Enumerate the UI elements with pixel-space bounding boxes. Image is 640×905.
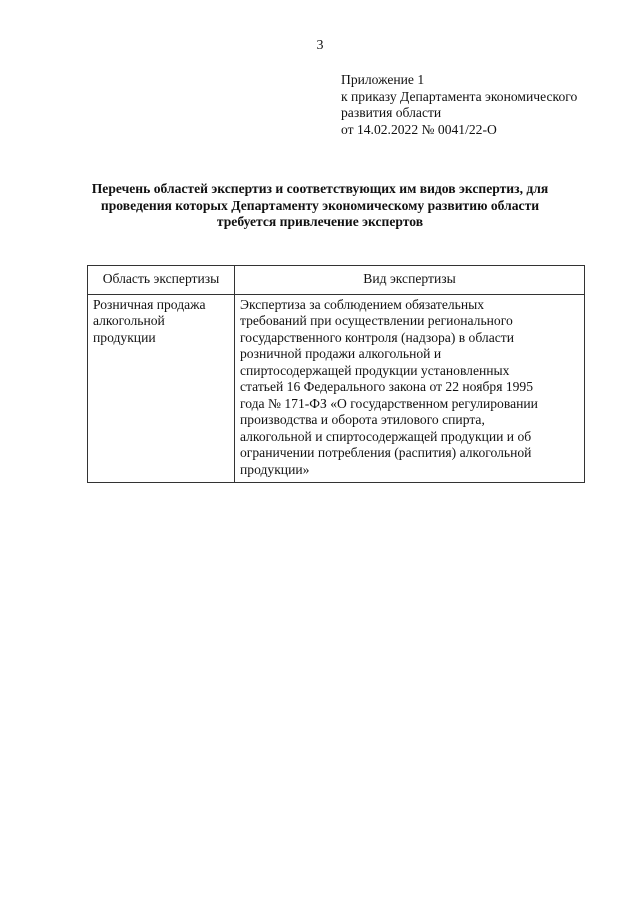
cell-line: ограничении потребления (распития) алкогольной [240,445,532,460]
cell-line: Экспертиза за соблюдением обязательных [240,296,485,312]
appendix-line: от 14.02.2022 № 0041/22-О [341,121,497,137]
cell-line: алкогольной и спиртосодержащей продукции и об [240,428,532,444]
cell-line: государственного контроля (надзора) в области [240,329,514,345]
cell-line: производства и оборота этилового спирта, [240,412,485,427]
page-number: 3 [316,38,324,53]
title-line: требуется привлечение экспертов [216,214,424,229]
title-line: Перечень областей экспертиз и соответствующих им видов экспертиз, для [91,181,549,196]
appendix-line: к приказу Департамента экономического [341,88,578,104]
cell-line: Розничная продажа [93,296,206,312]
title-line: проведения которых Департаменту экономическому развитию области [100,197,540,213]
cell-line: спиртосодержащей продукции установленных [240,362,510,378]
table-row [88,294,585,483]
appendix-line: развития области [341,105,442,120]
cell-line: продукции» [240,461,310,477]
document-title [60,181,580,231]
cell-line: алкогольной [93,313,165,328]
expertise-table [87,265,585,483]
cell-line: статьей 16 Федерального закона от 22 ноября 1995 [240,379,534,394]
cell-area [88,294,235,483]
header-area: Область экспертизы [88,266,235,295]
cell-type [235,294,585,483]
cell-line: продукции [93,329,156,345]
appendix-block [341,72,631,138]
cell-line: года № 171-ФЗ «О государственном регулировании [240,395,538,411]
appendix-line: Приложение 1 [341,72,425,87]
cell-line: требований при осуществлении регионального [240,313,513,328]
table-header-row [88,266,585,295]
header-type: Вид экспертизы [235,266,585,295]
cell-line: розничной продажи алкогольной и [240,346,442,361]
